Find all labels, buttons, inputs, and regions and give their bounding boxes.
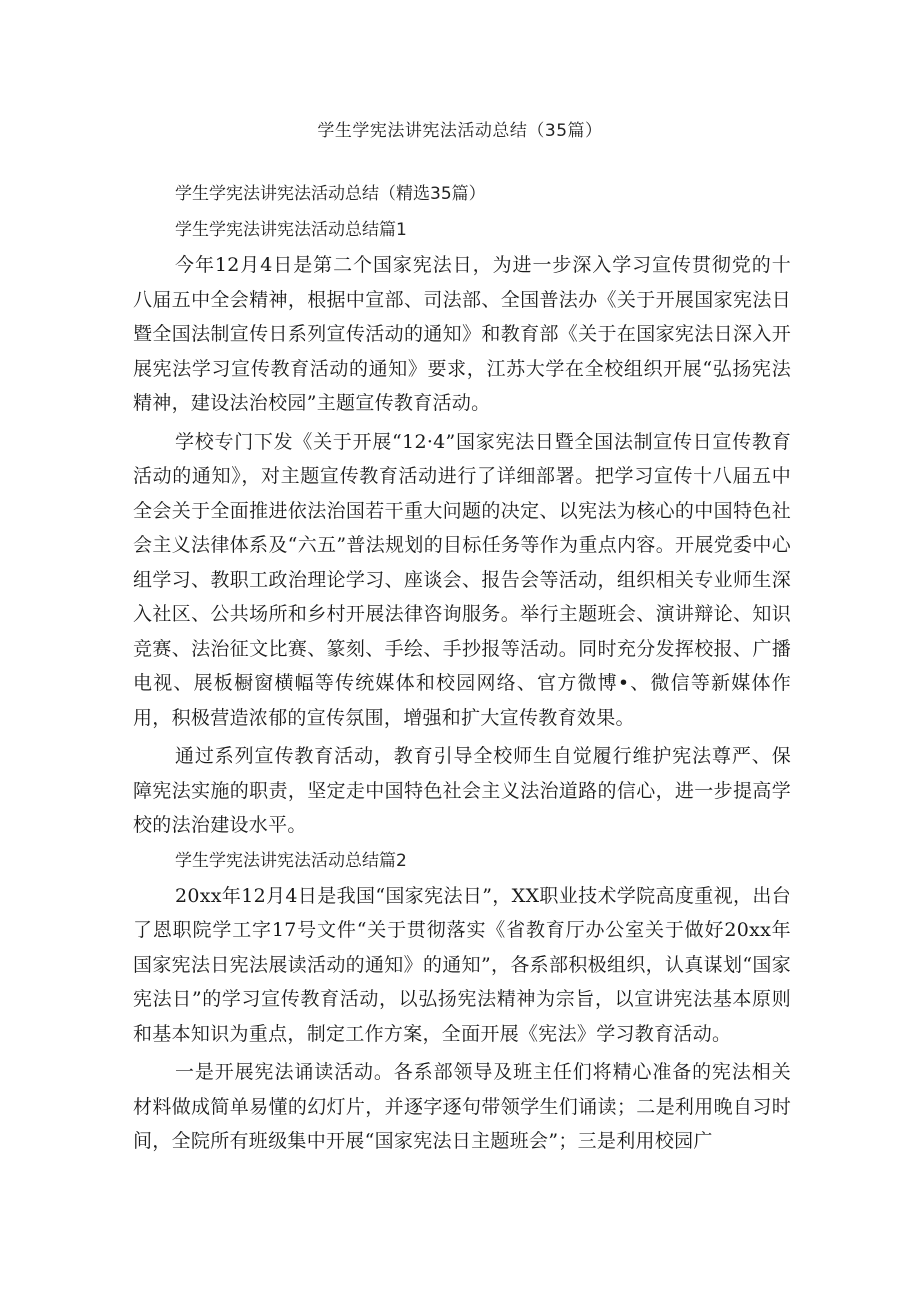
document-title: 学生学宪法讲宪法活动总结（35篇）: [317, 121, 603, 141]
section-heading: 学生学宪法讲宪法活动总结篇2: [175, 850, 407, 871]
paragraph: 一是开展宪法诵读活动。各系部领导及班主任们将精心准备的宪法相关材料做成简单易懂的幻灯片，并逐字逐句带领学生们诵读；二是利用晚自习时间，全院所有班级集中开展“国家宪法日主题班会”；三是利用校园广: [133, 1061, 791, 1152]
paragraph: 通过系列宣传教育活动，教育引导全校师生自觉履行维护宪法尊严、保障宪法实施的职责，坚定走中国特色社会主义法治道路的信心，进一步提高学校的法治建设水平。: [133, 745, 791, 836]
paragraph: 20xx年12月4日是我国“国家宪法日”，XX职业技术学院高度重视，出台了恩职院学工字17号文件“关于贯彻落实《省教育厅办公室关于做好20xx年国家宪法日宪法展读活动的通知》的通知”，各系部积极组织，认真谋划“国家宪法日”的学习宣传教育活动，以弘扬宪法精神为宗旨，以宣讲宪法基本原则和基本知识为重点，制定工作方案，全面开展《宪法》学习教育活动。: [133, 884, 791, 1045]
paragraph: 学校专门下发《关于开展“12·4”国家宪法日暨全国法制宣传日宣传教育活动的通知》，对主题宣传教育活动进行了详细部署。把学习宣传十八届五中全会关于全面推进依法治国若干重大问题的决定、以宪法为核心的中国特色社会主义法律体系及“六五”普法规划的目标任务等作为重点内容。开展党委中心组学习、教职工政治理论学习、座谈会、报告会等活动，组织相关专业师生深入社区、公共场所和乡村开展法律咨询服务。举行主题班会、演讲辩论、知识竞赛、法治征文比赛、篆刻、手绘、手抄报等活动。同时充分发挥校报、广播电视、展板橱窗横幅等传统媒体和校园网络、官方微博•、微信等新媒体作用，积极营造浓郁的宣传氛围，增强和扩大宣传教育效果。: [133, 430, 791, 729]
section-heading: 学生学宪法讲宪法活动总结篇1: [175, 220, 407, 240]
section-2: [133, 843, 791, 1159]
document-body: [133, 176, 791, 1159]
paragraph: 今年12月4日是第二个国家宪法日，为进一步深入学习宣传贯彻党的十八届五中全会精神，根据中宣部、司法部、全国普法办《关于开展国家宪法日暨全国法制宣传日系列宣传活动的通知》和教育部《关于在国家宪法日深入开展宪法学习宣传教育活动的通知》要求，江苏大学在全校组织开展“弘扬宪法精神，建设法治校园”主题宣传教育活动。: [133, 254, 791, 414]
document-subtitle: 学生学宪法讲宪法活动总结（精选35篇）: [175, 184, 486, 204]
section-1: [133, 212, 791, 843]
